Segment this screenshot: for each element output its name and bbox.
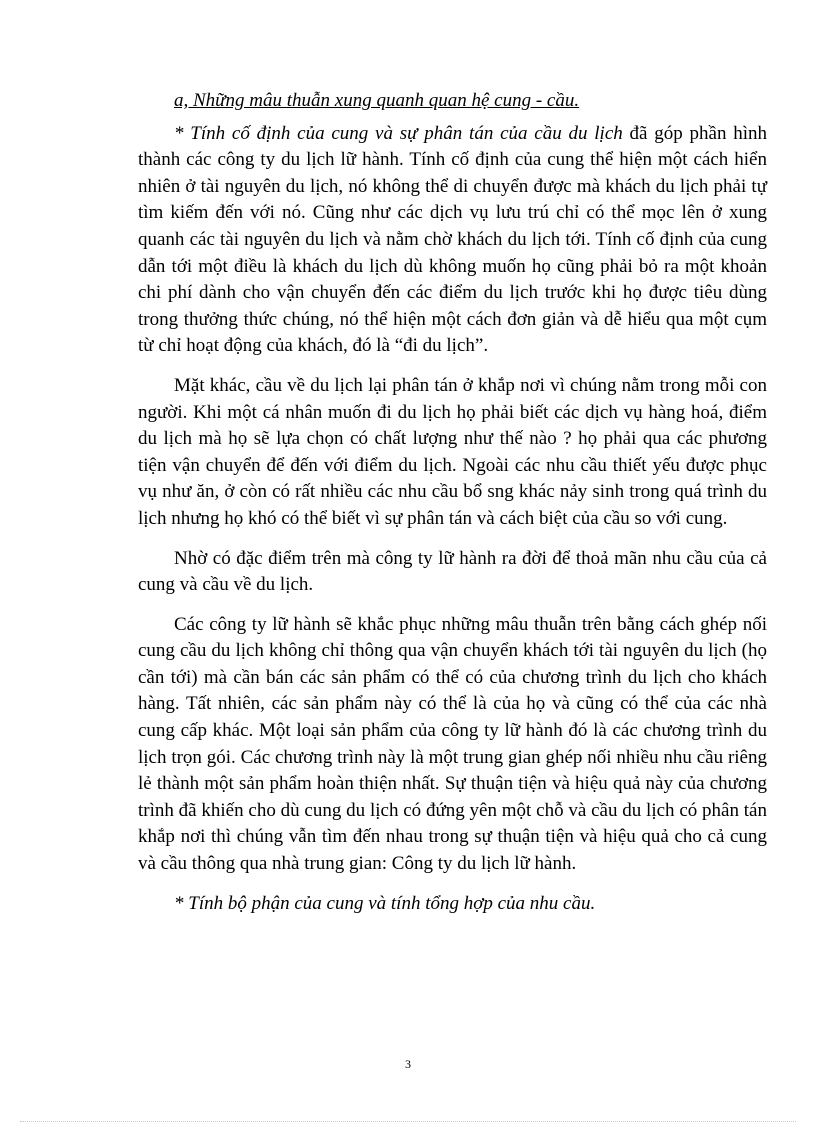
page-bottom-divider (20, 1121, 796, 1122)
paragraph-2: Mặt khác, cầu về du lịch lại phân tán ở khắp nơi vì chúng nằm trong mỗi con người. Khi một cá nhân muốn đi du lịch họ phải biết các dịch vụ hàng hoá, điểm du lịch mà họ sẽ lựa chọn có chất lượng như thế nào ? họ phải qua các phương tiện vận chuyển để đến với điểm du lịch. Ngoài các nhu cầu thiết yếu được phục vụ như ăn, ở còn có rất nhiều các nhu cầu bổ sng khác nảy sinh trong quá trình du lịch nhưng họ khó có thể biết vì sự phân tán và cách biệt của cầu so với cung. (138, 374, 767, 529)
section-heading: a, Những mâu thuẫn xung quanh quan hệ cung - cầu. (174, 90, 580, 111)
page-number: 3 (405, 1057, 411, 1071)
paragraph-1-lead: * Tính cố định của cung và sự phân tán của cầu du lịch (174, 122, 623, 144)
subsection-heading: * Tính bộ phận của cung và tính tổng hợp của nhu cầu. (174, 892, 596, 914)
paragraph-4: Các công ty lữ hành sẽ khắc phục những mâu thuẫn trên bằng cách ghép nối cung cầu du lịch không chỉ thông qua vận chuyển khách tới tài nguyên du lịch (họ cần tới) mà cần bán các sản phẩm có thể có của chương trình du lịch cho khách hàng. Tất nhiên, các sản phẩm này có thể là của họ và cũng có thể của các nhà cung cấp khác. Một loại sản phẩm của công ty lữ hành đó là các chương trình du lịch trọn gói. Các chương trình này là một trung gian ghép nối nhiều nhu cầu riêng lẻ thành một sản phẩm hoàn thiện nhất. Sự thuận tiện và hiệu quả này của chương trình đã khiến cho dù cung du lịch có đứng yên một chỗ và cầu du lịch có phân tán khắp nơi thì chúng vẫn tìm đến nhau trong sự thuận tiện và hiệu quả cho cả cung và cầu thông qua nhà trung gian: Công ty du lịch lữ hành. (138, 613, 767, 875)
page-content (138, 88, 767, 917)
paragraph-1-text: đã góp phần hình thành các công ty du lịch lữ hành. Tính cố định của cung thể hiện một cách hiển nhiên ở tài nguyên du lịch, nó không thể di chuyển được mà khách du lịch phải tự tìm kiếm đến với nó. Cũng như các dịch vụ lưu trú chỉ có thể mọc lên ở xung quanh các tài nguyên du lịch và nằm chờ khách du lịch tới. Tính cố định của cung dẫn tới một điều là khách du lịch dù không muốn họ cũng phải bỏ ra một khoản chi phí dành cho vận chuyển đến các điểm du lịch trước khi họ được tiêu dùng trong thưởng thức chúng, nó thể hiện một cách đơn giản và dễ hiểu qua một cụm từ chỉ hoạt động của khách, đó là “đi du lịch”. (138, 122, 767, 357)
paragraph-1 (138, 121, 767, 360)
paragraph-3: Nhờ có đặc điểm trên mà công ty lữ hành ra đời để thoả mãn nhu cầu của cả cung và cầu về du lịch. (138, 547, 767, 596)
